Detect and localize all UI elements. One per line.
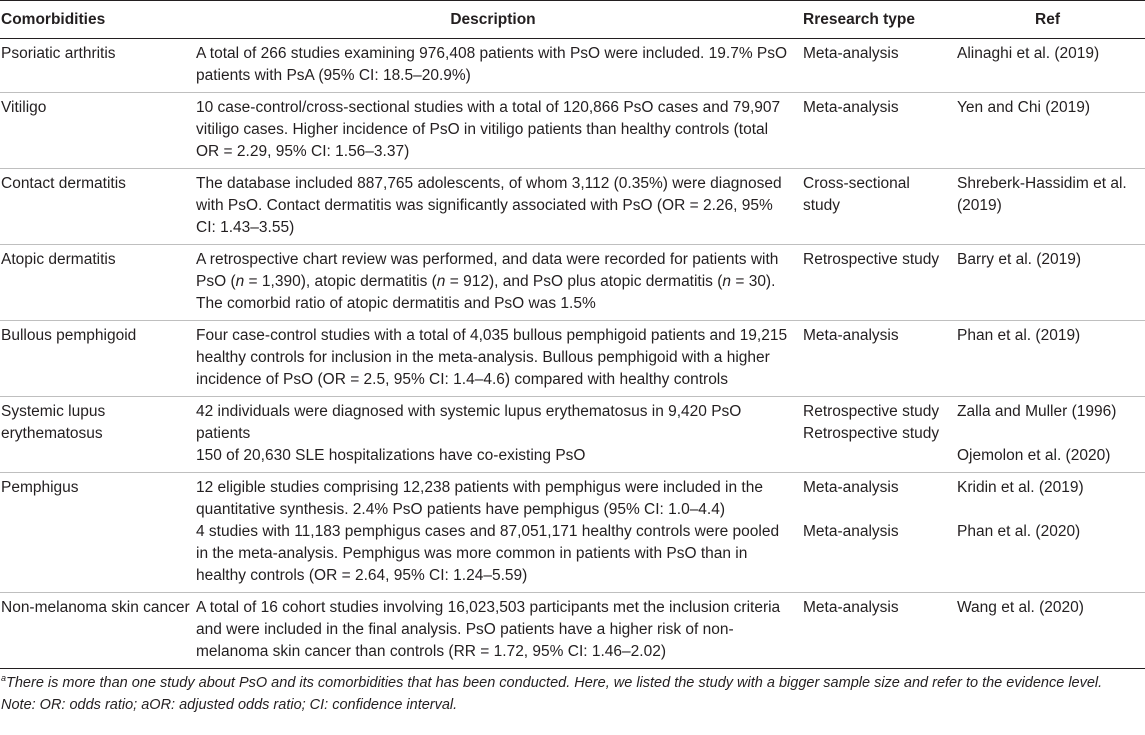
table-row xyxy=(0,93,1145,169)
footnote-abbreviations: Note: OR: odds ratio; aOR: adjusted odds ratio; CI: confidence interval. xyxy=(1,697,458,713)
ref-cell: Alinaghi et al. (2019) xyxy=(950,39,1145,93)
ref-cell: Yen and Chi (2019) xyxy=(950,93,1145,169)
research-type-cell: Retrospective study xyxy=(796,245,950,321)
description-cell: The database included 887,765 adolescents, of whom 3,112 (0.35%) were diagnosed with PsO. Contact dermatitis was significantly associated with PsO (OR = 2.26, 95% CI: 1.43–3.55) xyxy=(190,169,796,245)
research-type-cell: Meta-analysis Meta-analysis xyxy=(796,473,950,593)
comorbidity-cell: Psoriatic arthritis xyxy=(0,39,190,93)
table-row xyxy=(0,245,1145,321)
table-row xyxy=(0,593,1145,669)
table-row xyxy=(0,397,1145,473)
description-cell: 42 individuals were diagnosed with systemic lupus erythematosus in 9,420 PsO patients 150 of 20,630 SLE hospitalizations have co-existing PsO xyxy=(190,397,796,473)
comorbidity-cell: Non-melanoma skin cancer xyxy=(0,593,190,669)
research-type-cell: Meta-analysis xyxy=(796,93,950,169)
header-research-type: Rresearch type xyxy=(796,1,950,39)
table-footnotes xyxy=(0,669,1145,716)
description-cell: 12 eligible studies comprising 12,238 patients with pemphigus were included in the quantitative synthesis. 2.4% PsO patients have pemphigus (95% CI: 1.0–4.4) 4 studies with 11,183 pemphigus cases and 87,051,171 healthy controls were pooled in the meta-analysis. Pemphigus was more common in patients with PsO than in healthy controls (OR = 2.64, 95% CI: 1.24–5.59) xyxy=(190,473,796,593)
comorbidity-cell: Bullous pemphigoid xyxy=(0,321,190,397)
header-description: Description xyxy=(190,1,796,39)
comorbidity-cell: Systemic lupus erythematosus xyxy=(0,397,190,473)
table-row xyxy=(0,473,1145,593)
header-row xyxy=(0,1,1145,39)
comorbidity-cell: Atopic dermatitis xyxy=(0,245,190,321)
footnote-a: $^a$There is more than one study about PsO and its comorbidities that has been conducted. Here, we listed the study with a bigger sample size and refer to the evidence level. xyxy=(1,673,1103,691)
ref-cell: Zalla and Muller (1996) Ojemolon et al. (2020) xyxy=(950,397,1145,473)
description-cell: A total of 16 cohort studies involving 16,023,503 participants met the inclusion criteria and were included in the final analysis. PsO patients have a higher risk of non-melanoma skin cancer than controls (RR = 1.72, 95% CI: 1.46–2.02) xyxy=(190,593,796,669)
research-type-cell: Meta-analysis xyxy=(796,593,950,669)
description-cell: A total of 266 studies examining 976,408 patients with PsO were included. 19.7% PsO patients with PsA (95% CI: 18.5–20.9%) xyxy=(190,39,796,93)
table-row xyxy=(0,39,1145,93)
comorbidity-cell: Contact dermatitis xyxy=(0,169,190,245)
ref-cell: Phan et al. (2019) xyxy=(950,321,1145,397)
table-row xyxy=(0,321,1145,397)
ref-cell: Wang et al. (2020) xyxy=(950,593,1145,669)
ref-cell: Shreberk-Hassidim et al. (2019) xyxy=(950,169,1145,245)
header-ref: Ref xyxy=(950,1,1145,39)
header-comorbidities: Comorbidities xyxy=(0,1,190,39)
table-row xyxy=(0,169,1145,245)
ref-cell: Kridin et al. (2019) Phan et al. (2020) xyxy=(950,473,1145,593)
comorbidity-cell: Vitiligo xyxy=(0,93,190,169)
description-cell: 10 case-control/cross-sectional studies with a total of 120,866 PsO cases and 79,907 vitiligo cases. Higher incidence of PsO in vitiligo patients than healthy controls (total OR = 2.29, 95% CI: 1.56–3.37) xyxy=(190,93,796,169)
comorbidity-cell: Pemphigus xyxy=(0,473,190,593)
research-type-cell: Meta-analysis xyxy=(796,321,950,397)
ref-cell: Barry et al. (2019) xyxy=(950,245,1145,321)
research-type-cell: Meta-analysis xyxy=(796,39,950,93)
description-cell: Four case-control studies with a total of 4,035 bullous pemphigoid patients and 19,215 healthy controls for inclusion in the meta-analysis. Bullous pemphigoid with a higher incidence of PsO (OR = 2.5, 95% CI: 1.4–4.6) compared with healthy controls xyxy=(190,321,796,397)
research-type-cell: Cross-sectional study xyxy=(796,169,950,245)
description-cell: A retrospective chart review was performed, and data were recorded for patients with PsO (n = 1,390), atopic dermatitis (n = 912), and PsO plus atopic dermatitis (n = 30). The comorbid ratio of atopic dermatitis and PsO was 1.5% xyxy=(190,245,796,321)
research-type-cell: Retrospective study Retrospective study xyxy=(796,397,950,473)
